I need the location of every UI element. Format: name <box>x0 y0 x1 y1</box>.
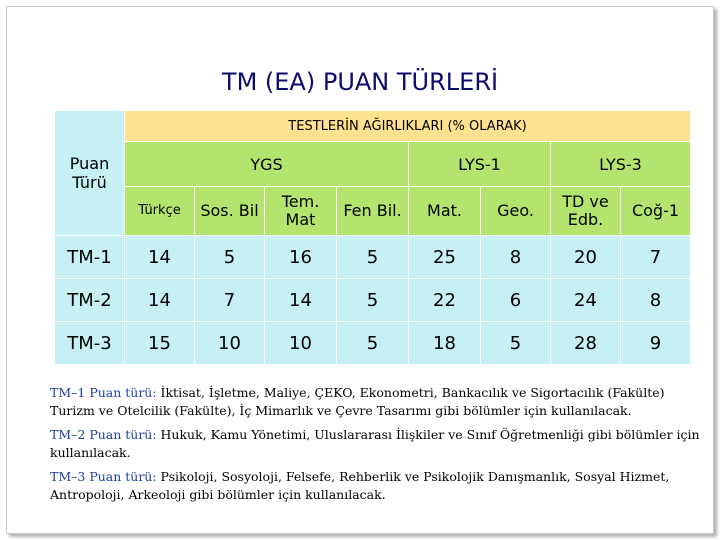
col-tem-mat: Tem. Mat <box>265 187 337 236</box>
group-lys-1: LYS-1 <box>409 142 551 187</box>
table-cell: 5 <box>337 322 409 365</box>
note-text: İktisat, İşletme, Maliye, ÇEKO, Ekonometri, Bankacılık ve Sigortacılık (Fakülte) Turizm ve Otelcilik (Fakülte), İç Mimarlık ve Çevre Tasarımı gibi bölümler için kullanılacak. <box>50 385 665 418</box>
table-row <box>55 236 691 279</box>
col-mat: Mat. <box>409 187 481 236</box>
weights-table <box>54 110 691 365</box>
table-cell: 5 <box>337 279 409 322</box>
row-label-tm-1: TM-1 <box>55 236 125 279</box>
notes-section <box>50 384 700 510</box>
note-label: TM–1 Puan türü: <box>50 385 157 400</box>
table-cell: 15 <box>125 322 195 365</box>
note-text: Psikoloji, Sosyoloji, Felsefe, Rehberlik ve Psikolojik Danışmanlık, Sosyal Hizmet, Antropoloji, Arkeoloji gibi bölümler için kullanılacak. <box>50 469 670 502</box>
note-text: Hukuk, Kamu Yönetimi, Uluslararası İlişkiler ve Sınıf Öğretmenliği gibi bölümler için kullanılacak. <box>50 427 700 460</box>
table-cell: 10 <box>195 322 265 365</box>
note-tm-3 <box>50 468 700 504</box>
table-cell: 5 <box>481 322 551 365</box>
table-cell: 28 <box>551 322 621 365</box>
table-cell: 7 <box>621 236 691 279</box>
col-turkce: Türkçe <box>125 187 195 236</box>
table-cell: 20 <box>551 236 621 279</box>
table-cell: 9 <box>621 322 691 365</box>
table-cell: 5 <box>195 236 265 279</box>
table-cell: 22 <box>409 279 481 322</box>
table-cell: 10 <box>265 322 337 365</box>
row-label-tm-2: TM-2 <box>55 279 125 322</box>
puan-turu-header: Puan Türü <box>55 111 125 236</box>
table-cell: 24 <box>551 279 621 322</box>
table-cell: 16 <box>265 236 337 279</box>
table-row <box>55 322 691 365</box>
table-cell: 18 <box>409 322 481 365</box>
col-sos-bil: Sos. Bil <box>195 187 265 236</box>
group-ygs: YGS <box>125 142 409 187</box>
table-cell: 8 <box>621 279 691 322</box>
note-label: TM–3 Puan türü: <box>50 469 157 484</box>
table-cell: 7 <box>195 279 265 322</box>
note-tm-2 <box>50 426 700 462</box>
table-row <box>55 279 691 322</box>
table-cell: 5 <box>337 236 409 279</box>
table-cell: 14 <box>125 279 195 322</box>
row-label-tm-3: TM-3 <box>55 322 125 365</box>
table-cell: 14 <box>265 279 337 322</box>
note-tm-1 <box>50 384 700 420</box>
table-cell: 8 <box>481 236 551 279</box>
col-cog-1: Coğ-1 <box>621 187 691 236</box>
col-td-ve-edb: TD ve Edb. <box>551 187 621 236</box>
col-fen-bil: Fen Bil. <box>337 187 409 236</box>
page-title: TM (EA) PUAN TÜRLERİ <box>221 68 499 96</box>
note-label: TM–2 Puan türü: <box>50 427 157 442</box>
col-geo: Geo. <box>481 187 551 236</box>
weights-header: TESTLERİN AĞIRLIKLARI (% OLARAK) <box>125 111 691 142</box>
table-cell: 25 <box>409 236 481 279</box>
group-lys-3: LYS-3 <box>551 142 691 187</box>
table-cell: 6 <box>481 279 551 322</box>
table-cell: 14 <box>125 236 195 279</box>
